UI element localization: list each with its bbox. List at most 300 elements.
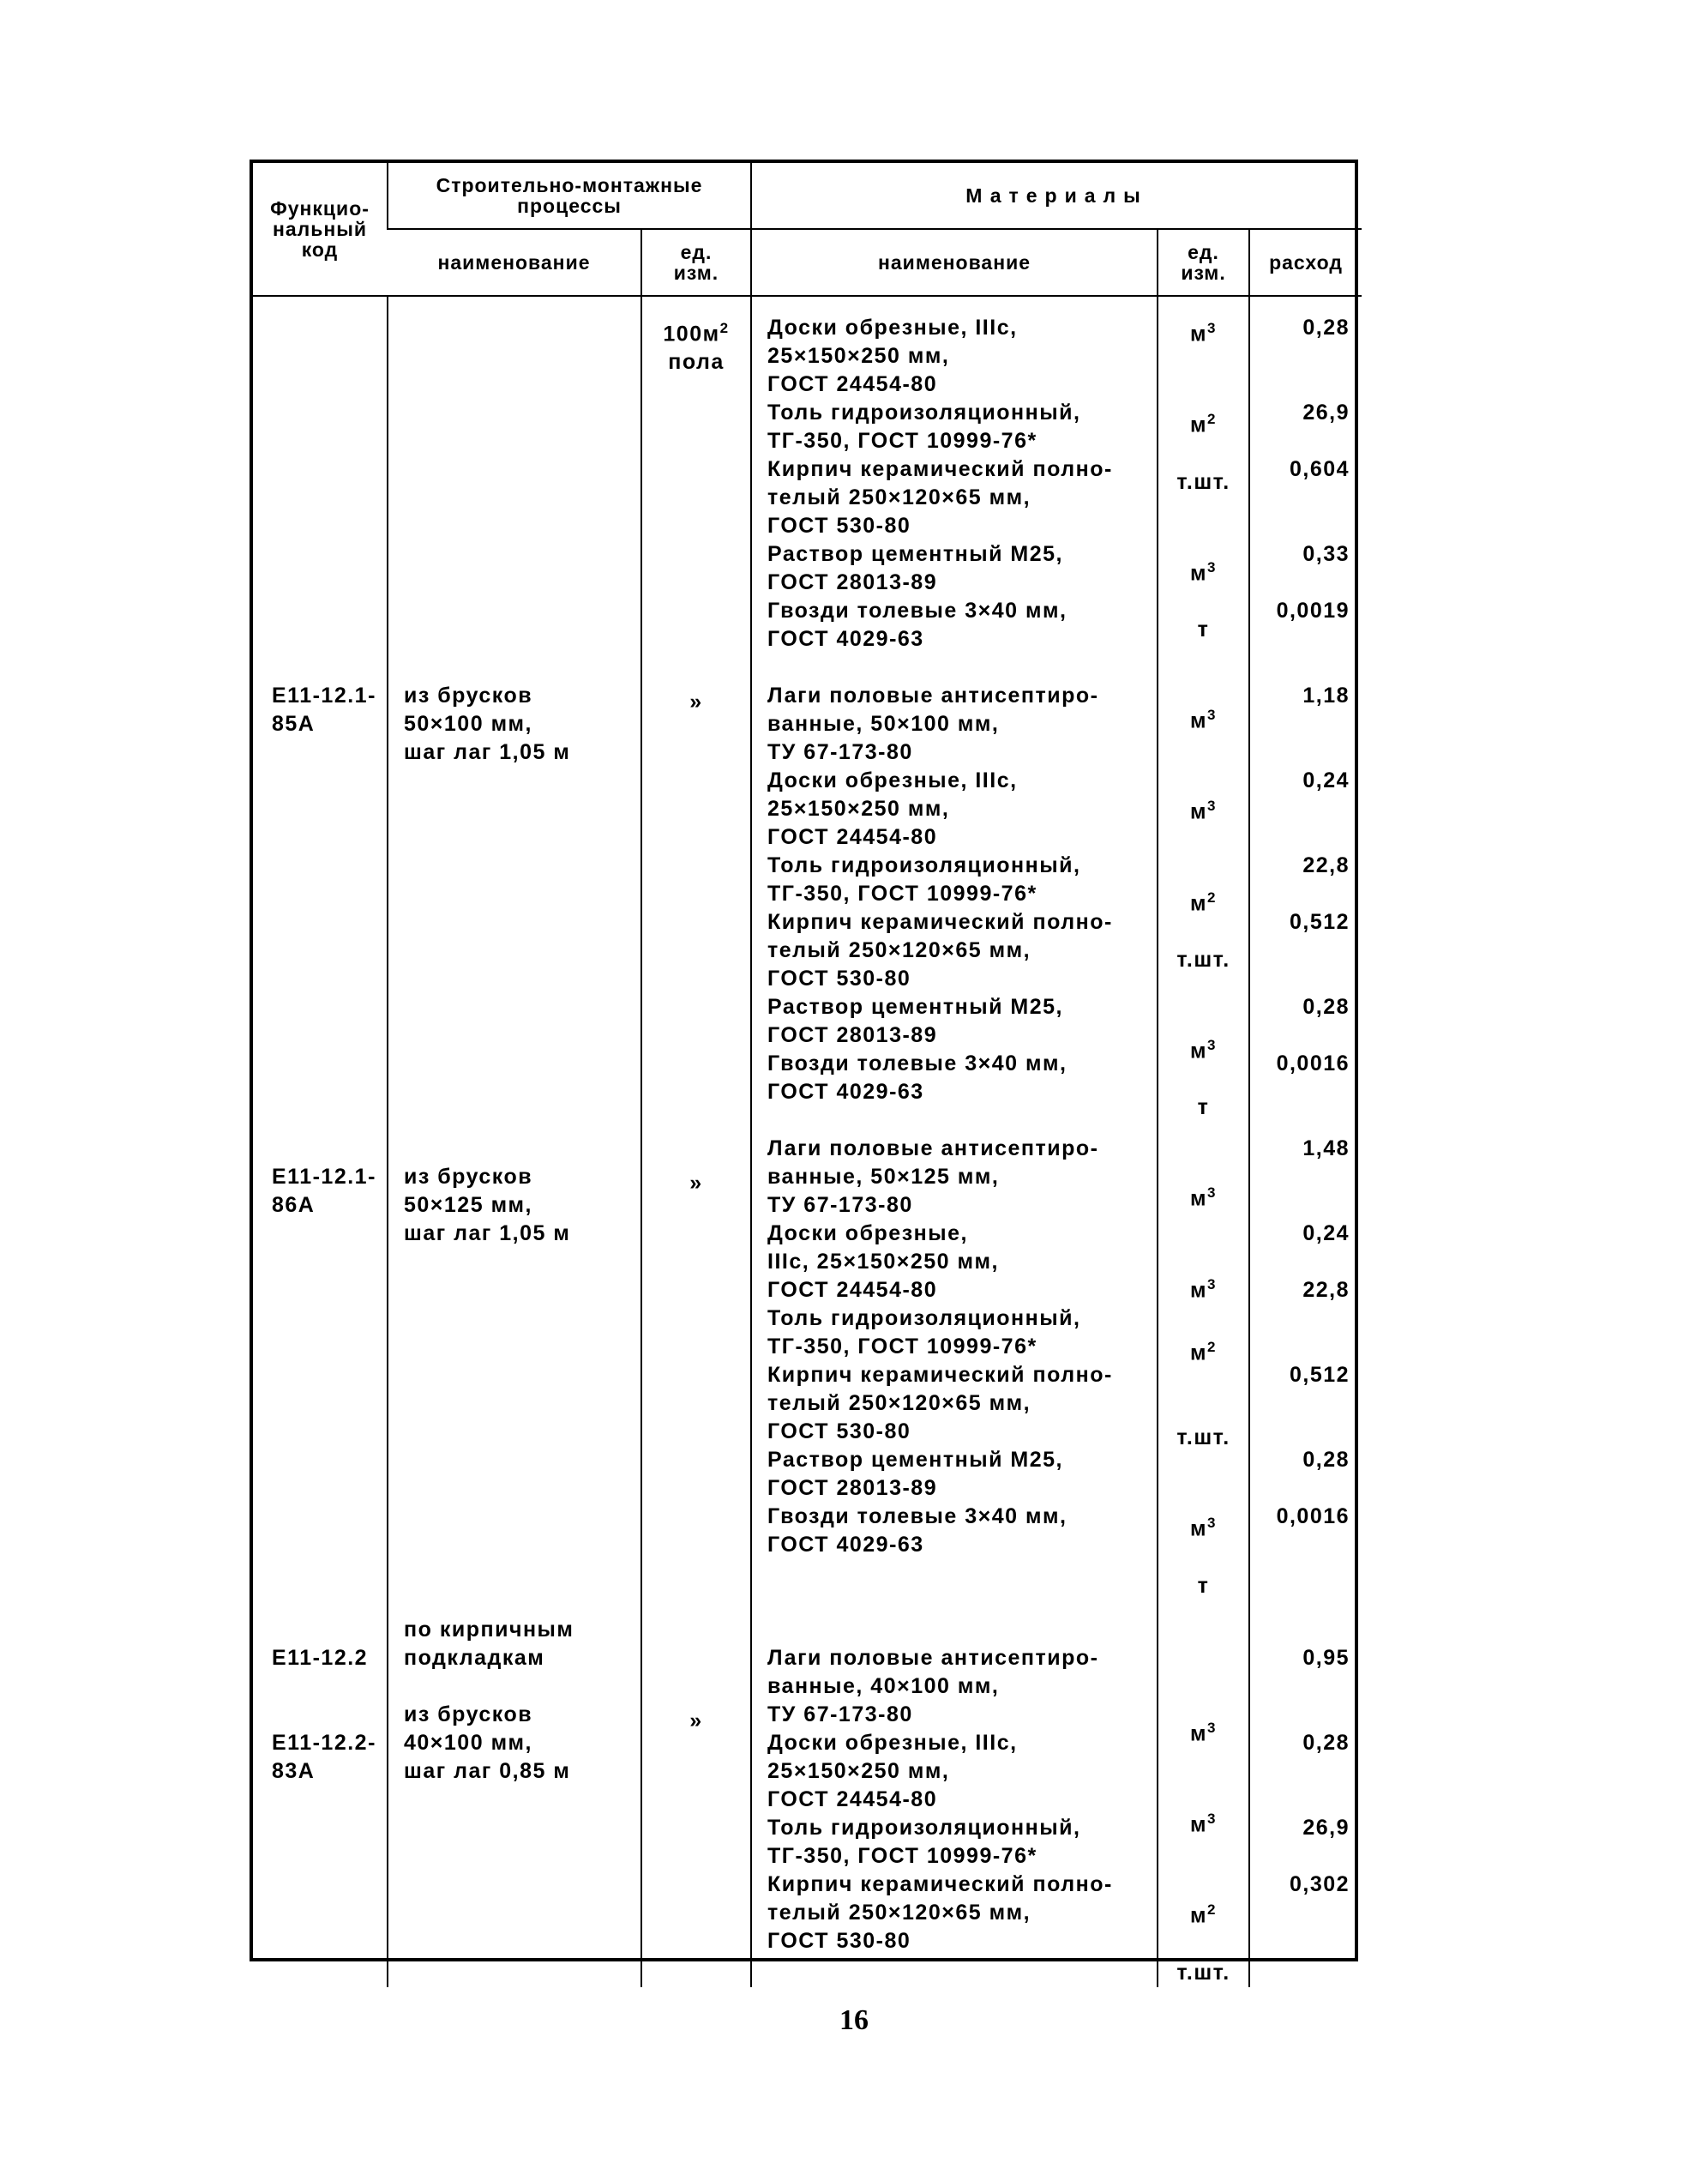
materials-line: ГОСТ 24454-80 — [767, 1278, 938, 1302]
units-line — [1158, 440, 1248, 468]
units-line — [1158, 1480, 1248, 1509]
process_unit-line — [642, 1084, 750, 1112]
code-line — [272, 1050, 387, 1078]
material-unit-column — [1158, 296, 1249, 1987]
process_unit-line — [642, 1452, 750, 1480]
process-line — [404, 1135, 640, 1163]
code-line — [272, 795, 387, 823]
process-line — [404, 625, 640, 654]
units-line: $м^2$ — [1190, 889, 1217, 915]
process_unit-line — [642, 999, 750, 1027]
materials-line: 25×150×250 мм, — [767, 797, 950, 821]
qty-line: 0,512 — [1289, 1363, 1350, 1387]
qty-line: 0,28 — [1302, 1731, 1350, 1755]
materials-line: Раствор цементный М25, — [767, 1448, 1063, 1472]
process_unit-line — [642, 631, 750, 660]
qty-line: 0,512 — [1289, 910, 1350, 934]
process_unit-line — [642, 716, 750, 744]
qty-line — [1250, 823, 1350, 852]
units-line: $м^3$ — [1190, 1515, 1217, 1541]
process-line — [404, 512, 640, 540]
units-line — [1158, 1748, 1248, 1776]
process_unit-line — [642, 433, 750, 461]
qty-line — [1250, 1389, 1350, 1418]
qty-line — [1250, 880, 1350, 908]
process-line: подкладкам — [404, 1646, 545, 1670]
process-line — [404, 823, 640, 852]
materials-line: ТУ 67-173-80 — [767, 1702, 913, 1726]
process-line — [404, 1248, 640, 1276]
qty-line — [1250, 342, 1350, 371]
process-line — [404, 1106, 640, 1135]
units-line — [1158, 348, 1248, 377]
process_unit-line — [642, 1226, 750, 1254]
header-code-line: нальный — [272, 218, 368, 240]
process-line — [404, 767, 640, 795]
process-line — [404, 1474, 640, 1503]
code-line — [272, 823, 387, 852]
qty-line: 0,24 — [1302, 768, 1350, 792]
process-line — [404, 1361, 640, 1389]
code-line — [272, 738, 387, 767]
materials-line: Кирпич керамический полно- — [767, 1872, 1113, 1896]
units-line: $м^3$ — [1190, 798, 1217, 824]
units-line — [1158, 1685, 1248, 1714]
process_unit-line — [642, 1282, 750, 1310]
process-line — [404, 597, 640, 625]
material-name-column — [751, 296, 1158, 1987]
materials-line: Кирпич керамический полно- — [767, 910, 1113, 934]
process-line — [404, 427, 640, 455]
materials-line: IIIс, 25×150×250 мм, — [767, 1250, 999, 1274]
table-body-row — [253, 296, 1362, 1987]
code-line — [272, 1276, 387, 1304]
materials-line — [767, 1588, 1150, 1616]
process_unit-line — [642, 660, 750, 688]
units-line — [1158, 974, 1248, 1003]
process-line: 50×125 мм, — [404, 1193, 532, 1217]
qty-line — [1250, 1163, 1350, 1191]
units-line: $м^3$ — [1190, 320, 1217, 346]
materials-line: ТГ-350, ГОСТ 10999-76* — [767, 1844, 1037, 1868]
qty-line — [1250, 1021, 1350, 1050]
qty-line — [1250, 427, 1350, 455]
qty-line — [1250, 1191, 1350, 1220]
units-line — [1158, 1657, 1248, 1685]
code-line — [272, 371, 387, 399]
qty-line: 22,8 — [1302, 853, 1350, 877]
code-line: Е11-12.1- — [272, 684, 376, 708]
units-line: т.шт. — [1176, 469, 1230, 494]
process_unit-line — [642, 1141, 750, 1169]
qty-line: 0,28 — [1302, 316, 1350, 340]
units-line: т.шт. — [1176, 1960, 1230, 1985]
process_unit-line — [642, 1678, 750, 1707]
units-line — [1158, 1065, 1248, 1094]
qty-line — [1250, 1757, 1350, 1786]
materials-line: ТГ-350, ГОСТ 10999-76* — [767, 882, 1037, 906]
process_unit-line — [642, 1112, 750, 1141]
materials-table-frame — [250, 160, 1358, 1985]
materials-line: телый 250×120×65 мм, — [767, 485, 1031, 509]
code-line — [272, 569, 387, 597]
units-line — [1158, 763, 1248, 792]
header-process-group — [388, 163, 751, 229]
header-material-unit — [1158, 229, 1249, 296]
materials-line: ГОСТ 24454-80 — [767, 825, 938, 849]
materials-line: ГОСТ 28013-89 — [767, 1476, 938, 1500]
qty-line — [1250, 795, 1350, 823]
units-line — [1158, 497, 1248, 525]
units-line — [1158, 918, 1248, 946]
units-line: т — [1197, 617, 1210, 642]
process-line — [404, 1021, 640, 1050]
process_unit-line — [642, 773, 750, 801]
code-line — [272, 512, 387, 540]
units-line — [1158, 1122, 1248, 1150]
code-line — [272, 1333, 387, 1361]
qty-line: 1,48 — [1302, 1136, 1350, 1160]
process-unit-column — [641, 296, 751, 1987]
units-line: $м^3$ — [1190, 706, 1217, 733]
process_unit-line — [642, 1622, 750, 1650]
header-process-name: наименование — [388, 229, 641, 296]
process-line — [404, 484, 640, 512]
code-line: 86А — [272, 1193, 316, 1217]
materials-line: ГОСТ 4029-63 — [767, 1080, 924, 1104]
process_unit-line — [642, 829, 750, 858]
units-line — [1158, 1931, 1248, 1959]
process_unit-line — [642, 1537, 750, 1565]
qty-line — [1250, 1701, 1350, 1729]
process-line — [404, 1078, 640, 1106]
process-line: по кирпичным — [404, 1618, 574, 1642]
code-line — [272, 427, 387, 455]
qty-line: 0,28 — [1302, 995, 1350, 1019]
qty-line — [1250, 965, 1350, 993]
process-line — [404, 852, 640, 880]
materials-line: Кирпич керамический полно- — [767, 1363, 1113, 1387]
materials-line: ГОСТ 4029-63 — [767, 1533, 924, 1557]
code-line — [272, 1304, 387, 1333]
header-material-unit-line: изм. — [1181, 262, 1226, 284]
code-line: 85А — [272, 712, 316, 736]
units-line: $м^3$ — [1190, 558, 1217, 585]
materials-line: Толь гидроизоляционный, — [767, 401, 1081, 425]
materials-line: 25×150×250 мм, — [767, 344, 950, 368]
units-line — [1158, 855, 1248, 883]
materials-line: ТУ 67-173-80 — [767, 1193, 913, 1217]
code-line — [272, 1474, 387, 1503]
units-line — [1158, 1242, 1248, 1270]
process_unit-line: $100м^2$ — [663, 320, 730, 346]
header-process-unit-line: изм. — [673, 262, 719, 284]
qty-line — [1250, 1616, 1350, 1644]
process_unit-line — [642, 801, 750, 829]
materials-line: телый 250×120×65 мм, — [767, 938, 1031, 962]
qty-line — [1250, 1559, 1350, 1588]
qty-line — [1250, 654, 1350, 682]
qty-line — [1250, 512, 1350, 540]
process_unit-line — [642, 1056, 750, 1084]
process-line — [404, 965, 640, 993]
units-line — [1158, 672, 1248, 701]
process_unit-line — [642, 405, 750, 433]
code-line — [272, 625, 387, 654]
code-line — [272, 1503, 387, 1531]
materials-line: Доски обрезные, — [767, 1221, 968, 1245]
process_unit-line — [642, 943, 750, 971]
materials-line: ГОСТ 24454-80 — [767, 1787, 938, 1811]
materials-line: ТУ 67-173-80 — [767, 740, 913, 764]
code-line — [272, 1701, 387, 1729]
process_unit-line: » — [689, 1708, 703, 1733]
units-line: $м^2$ — [1190, 1338, 1217, 1365]
code-line — [272, 1418, 387, 1446]
process_unit-line — [642, 377, 750, 405]
materials-line: ГОСТ 530-80 — [767, 1929, 911, 1953]
qty-line: 26,9 — [1302, 401, 1350, 425]
materials-line: ванные, 50×125 мм, — [767, 1165, 1000, 1189]
process-name-column — [388, 296, 641, 1987]
qty-line — [1250, 1333, 1350, 1361]
process-line — [404, 342, 640, 371]
process-line — [404, 1276, 640, 1304]
qty-line — [1250, 1418, 1350, 1446]
materials-line: Раствор цементный М25, — [767, 995, 1063, 1019]
process_unit-line — [642, 603, 750, 631]
materials-line: Гвозди толевые 3×40 мм, — [767, 599, 1068, 623]
process-line: из брусков — [404, 1165, 533, 1189]
header-material-name: наименование — [751, 229, 1158, 296]
materials-line: Толь гидроизоляционный, — [767, 1306, 1081, 1330]
process_unit-line — [642, 1197, 750, 1226]
code-line — [272, 1078, 387, 1106]
code-line — [272, 654, 387, 682]
units-line — [1158, 1452, 1248, 1480]
units-line: $м^2$ — [1190, 411, 1217, 437]
code-line — [272, 1446, 387, 1474]
code-line — [272, 1531, 387, 1559]
qty-line — [1250, 1786, 1350, 1814]
process-line — [404, 540, 640, 569]
materials-line: Лаги половые антисептиро- — [767, 1646, 1099, 1670]
units-line — [1158, 1544, 1248, 1572]
materials-line: ГОСТ 28013-89 — [767, 570, 938, 594]
qty-line — [1250, 937, 1350, 965]
process-line — [404, 1588, 640, 1616]
process-line — [404, 314, 640, 342]
process-line — [404, 1389, 640, 1418]
materials-line: Доски обрезные, IIIс, — [767, 1731, 1018, 1755]
qty-line: 0,0016 — [1276, 1051, 1350, 1075]
units-line: т.шт. — [1176, 947, 1230, 972]
units-line: $м^3$ — [1190, 1810, 1217, 1837]
qty-line — [1250, 484, 1350, 512]
material-qty-column — [1249, 296, 1362, 1987]
process-line — [404, 1304, 640, 1333]
process-line — [404, 1503, 640, 1531]
qty-line: 26,9 — [1302, 1816, 1350, 1840]
units-line — [1158, 587, 1248, 616]
process-line: 40×100 мм, — [404, 1731, 532, 1755]
qty-line: 1,18 — [1302, 684, 1350, 708]
code-line — [272, 1672, 387, 1701]
code-line — [272, 767, 387, 795]
materials-line: Раствор цементный М25, — [767, 542, 1063, 566]
units-line — [1158, 827, 1248, 855]
qty-line — [1250, 569, 1350, 597]
qty-line — [1250, 1474, 1350, 1503]
header-process-unit — [641, 229, 751, 296]
process_unit-line — [642, 1310, 750, 1339]
process_unit-line — [642, 1027, 750, 1056]
materials-line: ГОСТ 28013-89 — [767, 1023, 938, 1047]
header-process-group-line: Строительно-монтажные — [436, 174, 703, 196]
process_unit-line — [642, 914, 750, 943]
units-line — [1158, 1367, 1248, 1395]
units-line: т — [1197, 1095, 1210, 1120]
code-line: 83А — [272, 1759, 316, 1783]
units-line: $м^3$ — [1190, 1719, 1217, 1745]
materials-line: ГОСТ 4029-63 — [767, 627, 924, 651]
process-line — [404, 795, 640, 823]
process-line — [404, 455, 640, 484]
process_unit-line — [642, 1254, 750, 1282]
units-line — [1158, 1867, 1248, 1895]
process_unit-line — [642, 858, 750, 886]
process_unit-line: » — [689, 1171, 703, 1196]
materials-line: ГОСТ 530-80 — [767, 967, 911, 991]
page-number: 16 — [839, 2004, 869, 2036]
materials-line: Толь гидроизоляционный, — [767, 853, 1081, 877]
materials-line: Доски обрезные, IIIс, — [767, 768, 1018, 792]
units-line — [1158, 1214, 1248, 1242]
process_unit-line — [642, 575, 750, 603]
process_unit-line — [642, 1480, 750, 1509]
process_unit-line — [642, 1650, 750, 1678]
qty-line — [1250, 625, 1350, 654]
code-line — [272, 597, 387, 625]
header-material-unit-line: ед. — [1188, 241, 1219, 263]
qty-line — [1250, 1842, 1350, 1871]
qty-line — [1250, 371, 1350, 399]
code-line: Е11-12.2 — [272, 1646, 369, 1670]
process_unit-line — [642, 1594, 750, 1622]
process-line — [404, 993, 640, 1021]
code-line — [272, 399, 387, 427]
materials-line — [767, 654, 1150, 682]
units-line — [1158, 644, 1248, 672]
process_unit-line — [642, 1565, 750, 1594]
header-materials-group: Материалы — [751, 163, 1362, 229]
materials-line — [767, 1616, 1150, 1644]
code-line — [272, 965, 387, 993]
process_unit-line — [642, 461, 750, 490]
process_unit-line — [642, 518, 750, 546]
code-line — [272, 1616, 387, 1644]
code-line — [272, 1248, 387, 1276]
header-process-group-line: процессы — [517, 195, 622, 217]
code-line — [272, 455, 387, 484]
code-line — [272, 937, 387, 965]
code-line — [272, 1021, 387, 1050]
process-line: из брусков — [404, 1702, 533, 1726]
qty-line — [1250, 738, 1350, 767]
code-line: Е11-12.2- — [272, 1731, 376, 1755]
code-line — [272, 314, 387, 342]
process-line — [404, 371, 640, 399]
units-line — [1158, 1150, 1248, 1178]
qty-line: 0,95 — [1302, 1646, 1350, 1670]
process_unit-line — [642, 1395, 750, 1424]
process_unit-line — [642, 1367, 750, 1395]
materials-line: Кирпич керамический полно- — [767, 457, 1113, 481]
materials-line: ванные, 40×100 мм, — [767, 1674, 1000, 1698]
process-line: шаг лаг 1,05 м — [404, 740, 571, 764]
process-line — [404, 1333, 640, 1361]
header-code — [253, 163, 388, 296]
process_unit-line — [642, 490, 750, 518]
header-material-qty: расход — [1249, 229, 1362, 296]
materials-table — [253, 163, 1362, 1987]
code-line — [272, 1220, 387, 1248]
units-line — [1158, 1304, 1248, 1333]
units-line — [1158, 377, 1248, 405]
qty-line: 0,28 — [1302, 1448, 1350, 1472]
qty-line — [1250, 1588, 1350, 1616]
qty-line: 0,24 — [1302, 1221, 1350, 1245]
process_unit-line — [642, 1509, 750, 1537]
materials-line: ТГ-350, ГОСТ 10999-76* — [767, 1335, 1037, 1359]
materials-line: ГОСТ 24454-80 — [767, 372, 938, 396]
process_unit-line — [642, 971, 750, 999]
materials-line: Лаги половые антисептиро- — [767, 1136, 1099, 1160]
units-line: т.шт. — [1176, 1425, 1230, 1450]
process-line: 50×100 мм, — [404, 712, 532, 736]
code-line — [272, 1559, 387, 1588]
code-line — [272, 342, 387, 371]
materials-line — [767, 1559, 1150, 1588]
qty-line — [1250, 1531, 1350, 1559]
code-line — [272, 484, 387, 512]
units-line — [1158, 1629, 1248, 1657]
qty-line: 0,0019 — [1276, 599, 1350, 623]
code-line — [272, 1135, 387, 1163]
code-line — [272, 852, 387, 880]
units-line — [1158, 1839, 1248, 1867]
code-line: Е11-12.1- — [272, 1165, 376, 1189]
header-process-unit-line: ед. — [680, 241, 713, 263]
code-line — [272, 1361, 387, 1389]
qty-line: 22,8 — [1302, 1278, 1350, 1302]
qty-line — [1250, 1078, 1350, 1106]
process-line — [404, 399, 640, 427]
units-line — [1158, 1003, 1248, 1031]
process-line — [404, 569, 640, 597]
qty-line — [1250, 710, 1350, 738]
process-line — [404, 1446, 640, 1474]
qty-line: 0,302 — [1289, 1872, 1350, 1896]
code-line — [272, 880, 387, 908]
units-line — [1158, 1776, 1248, 1805]
code-line — [272, 540, 387, 569]
units-line: т — [1197, 1573, 1210, 1598]
units-line — [1158, 525, 1248, 553]
header-code-line: Функцио- — [270, 197, 370, 220]
process_unit-line — [642, 1424, 750, 1452]
materials-line: 25×150×250 мм, — [767, 1759, 950, 1783]
